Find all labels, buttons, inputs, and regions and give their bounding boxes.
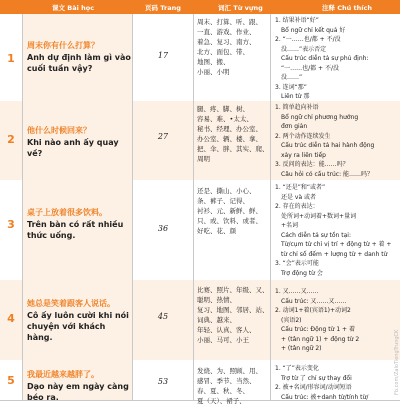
vocab-line: 年轻、认真、客人、 [197,326,256,334]
vocab-line: 还是、撕山、小心、 [197,187,256,195]
vocab-line: 办公室、辆、楼、拿、 [197,135,262,143]
note-line: từ chỉ số đếm + lượng từ + danh từ [281,250,388,258]
note-line: Câu hỏi có cấu trúc: 能……吗？ [281,170,374,178]
lesson-number: 1 [7,52,15,65]
note-line: “一……也/都 + 不/没 [281,64,339,72]
header-vocab: 词汇 Từ vựng [218,4,263,12]
note-line: Trợ từ 了 chỉ sự thay đổi [281,374,352,382]
vocab-line: 容易、难、•太太、 [197,115,253,123]
note-line: + (tân ngữ 1) + động từ 2 [281,335,360,343]
note-line: 1. “还是”和“或者” [275,184,326,191]
note-line: 2. 动词1+着(宾语1)+动词2 [275,307,351,314]
note-line: Cấu trúc diễn tả hai hành động [281,142,375,149]
vocab-line: 词典、越来、 [197,316,236,324]
notes-list [275,287,400,354]
note-line: Cấu trúc: 又……又…… [281,297,347,305]
vocab-list [197,366,265,406]
lesson-title-chinese: 他什么时候回来？ [27,126,91,135]
column-divider [193,14,194,400]
page-number: 36 [157,224,169,233]
page-number: 45 [157,312,169,321]
vocab-list [197,17,265,77]
header-lesson: 课文 Bài học [52,4,95,12]
lesson-title-vietnamese: Dạo này em ngày càng béo ra. [27,382,129,402]
vocab-line: 复习、地图、邻居、站、 [197,306,269,314]
lesson-title-chinese: 她总是笑着跟客人说话。 [27,299,115,308]
notes-list [275,103,400,179]
lesson-title-chinese: 桌子上放着很多饮料。 [27,208,107,217]
vocab-line: 周末、打算、听、跟、 [197,18,262,26]
note-line: 没……” [281,74,303,81]
note-line: xảy ra liên tiếp [281,151,326,159]
lesson-title [27,298,131,343]
notes-list [275,364,400,402]
note-line: 1. “了”表示变化 [275,365,319,372]
note-line: 2. 被+名词/形容词/动词短语 [275,384,352,391]
note-line: 1. 结果补语“好” [275,17,319,24]
header-page: 页码 Trang [145,4,181,12]
note-line: Cách diễn tả sự tồn tại: [281,231,351,239]
lesson-title [27,369,131,403]
lesson-title-chinese: 我最近越来越胖了。 [27,370,99,379]
note-line: 2. 存在的表达： [275,203,319,210]
note-line: 1. 简单趋向补语 [275,104,319,111]
page-number: 27 [157,132,169,141]
note-line: Liên từ 那 [281,93,310,100]
lesson-title [27,207,131,241]
notes-list [275,16,400,102]
page-number: 53 [157,377,169,386]
vocab-line: 比赛、照片、年级、又、 [197,286,269,294]
note-line: Từ/cụm từ chỉ vị trí + động từ + 着 + [281,241,392,248]
vocab-list [197,285,269,345]
notes-list [275,183,400,278]
vocab-line: 感冒、季节、当然、 [197,377,256,385]
column-divider [132,14,133,400]
vocab-line: 春、夏、秋、冬、 [197,387,249,395]
vocab-line: 一直、游戏、作业、 [197,28,256,36]
note-line: đơn giản [281,123,308,130]
note-line: Cấu trúc diễn tả sự phủ định: [281,55,369,62]
header-notes: 注释 Chú thích [322,4,372,12]
lesson-title [27,125,131,159]
lesson-title-vietnamese: Cô ấy luôn cười khi nói chuyện với khách hàng. [27,311,129,342]
note-line: 没……”表示否定 [281,45,327,53]
note-line: 3. 连词“那” [275,83,307,91]
vocab-list [197,186,265,236]
lesson-title-vietnamese: Anh dự định làm gì vào cuối tuần vậy? [27,53,131,73]
note-line: 处所词+动词着+数词+量词 [281,212,357,220]
vocab-line: 地图、搬、 [197,58,230,66]
vocab-line: 衬衫、元、新鲜、鲜、 [197,207,262,215]
note-line: Trợ động từ 会 [281,269,323,277]
vocab-line: 秘书、经理、办公室、 [197,125,262,133]
vocab-line: 小丽、小明 [197,68,230,76]
note-line: 还是 và 或者 [281,193,317,201]
column-divider [22,14,23,400]
vocab-line: 夏（天）、裙子、 [197,397,246,405]
vocab-line: 腿、疼、脚、树、 [197,105,249,113]
vocab-line: 发烧、为、照顾、用、 [197,367,262,375]
page-number: 17 [157,51,169,60]
note-line: 2. “一……也/都 + 不/没 [275,36,341,43]
lesson-title-vietnamese: Khi nào anh ấy quay về? [27,138,119,158]
table-header [0,0,400,14]
vocab-list [197,104,269,164]
vocab-line: 小丽、马可、小王 [197,336,249,344]
lesson-title [27,40,131,74]
vocab-line: 着急、复习、南方、 [197,38,256,46]
vocab-line: 周明 [197,155,210,163]
note-line: 3. “会”表示可能 [275,260,319,267]
note-line: Cấu trúc: Động từ 1 + 着 [281,326,355,333]
note-line: +名词 [281,222,299,229]
note-line: Bổ ngữ chỉ kết quả 好 [281,26,346,34]
note-line: 2. 两个动作连续发生 [275,132,331,140]
vocab-line: 条、裤子、记得、 [197,197,249,205]
note-line: Cấu trúc: 被+danh từ/tính từ/ [281,393,369,401]
note-line: Bổ ngữ chỉ phương hướng [281,113,359,121]
lesson-number: 2 [7,133,15,146]
note-line: + (tân ngữ 2) [281,345,322,352]
vocab-line: 北方、面包、带、 [197,48,249,56]
vocab-line: 聪明、热情、 [197,296,236,304]
lesson-number: 5 [7,374,15,387]
lesson-title-chinese: 周末你有什么打算？ [27,41,99,50]
column-divider [270,14,271,400]
vocab-line: 把、伞、胖、其实、爬、 [197,145,269,153]
vocab-line: 好吃、花、颜 [197,227,236,235]
note-line: (宾语2) [281,316,302,324]
note-line: 1. 又……又…… [275,288,319,295]
watermark: Fb.com/ZaloTiengTrungCK [394,329,400,395]
lesson-number: 3 [7,218,15,231]
note-line: 3. 反问的表达：能……吗？ [275,161,349,168]
vocab-line: 只、或、饮料、或者、 [197,217,262,225]
lesson-title-vietnamese: Trên bàn có rất nhiều thức uống. [27,220,124,240]
lesson-number: 4 [7,312,15,325]
